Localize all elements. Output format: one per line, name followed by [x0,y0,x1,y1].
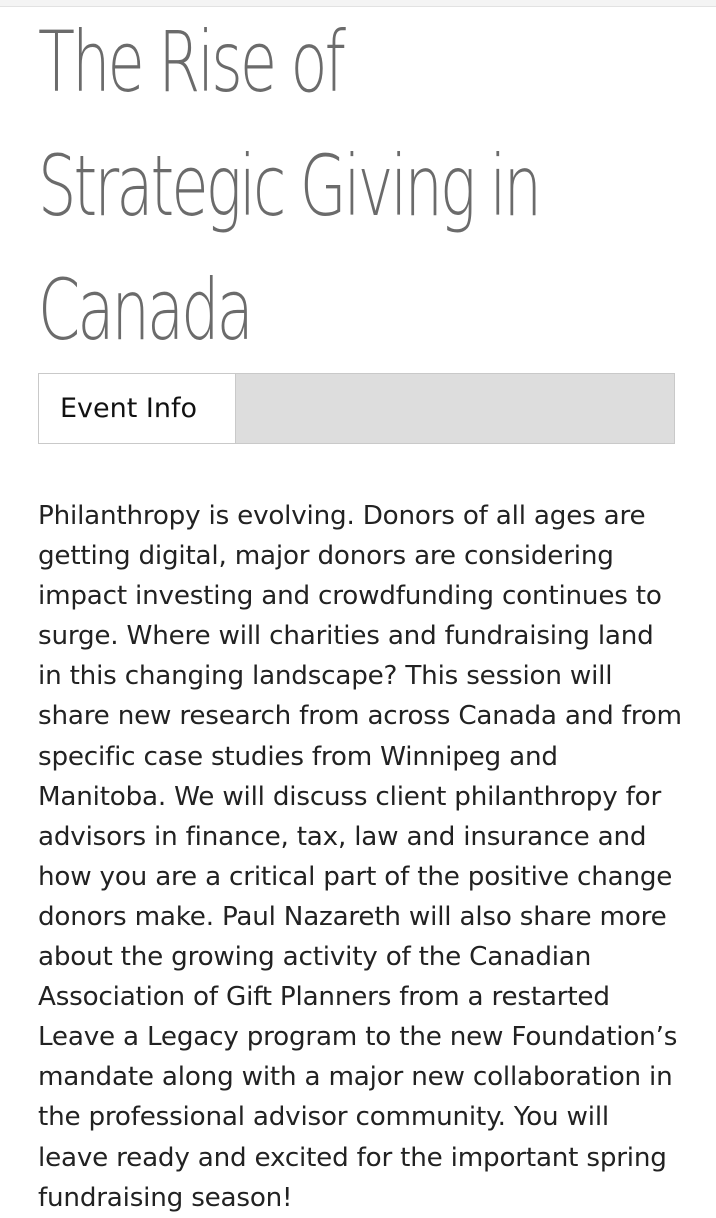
event-description: Philanthropy is evolving. Donors of all ages are getting digital, major donors are considering impact investing and crowdfunding continues to surge. Where will charities and fundraising land in this changing landscape? This session will share new research from across Canada and from specific case studies from Winnipeg and Manitoba. We will discuss client philanthropy for advisors in finance, tax, law and insurance and how you are a critical part of the positive change donors make. Paul Nazareth will also share more about the growing activity of the Canadian Association of Gift Planners from a restarted Leave a Legacy program to the new Foundation’s mandate along with a major new collaboration in the professional advisor community. You will leave ready and excited for the important spring fundraising season! [38,501,682,1213]
tab-bar [38,373,675,444]
tab-event-info[interactable]: Event Info [38,373,236,444]
page-title: The Rise of Strategic Giving in Canada [38,13,540,359]
